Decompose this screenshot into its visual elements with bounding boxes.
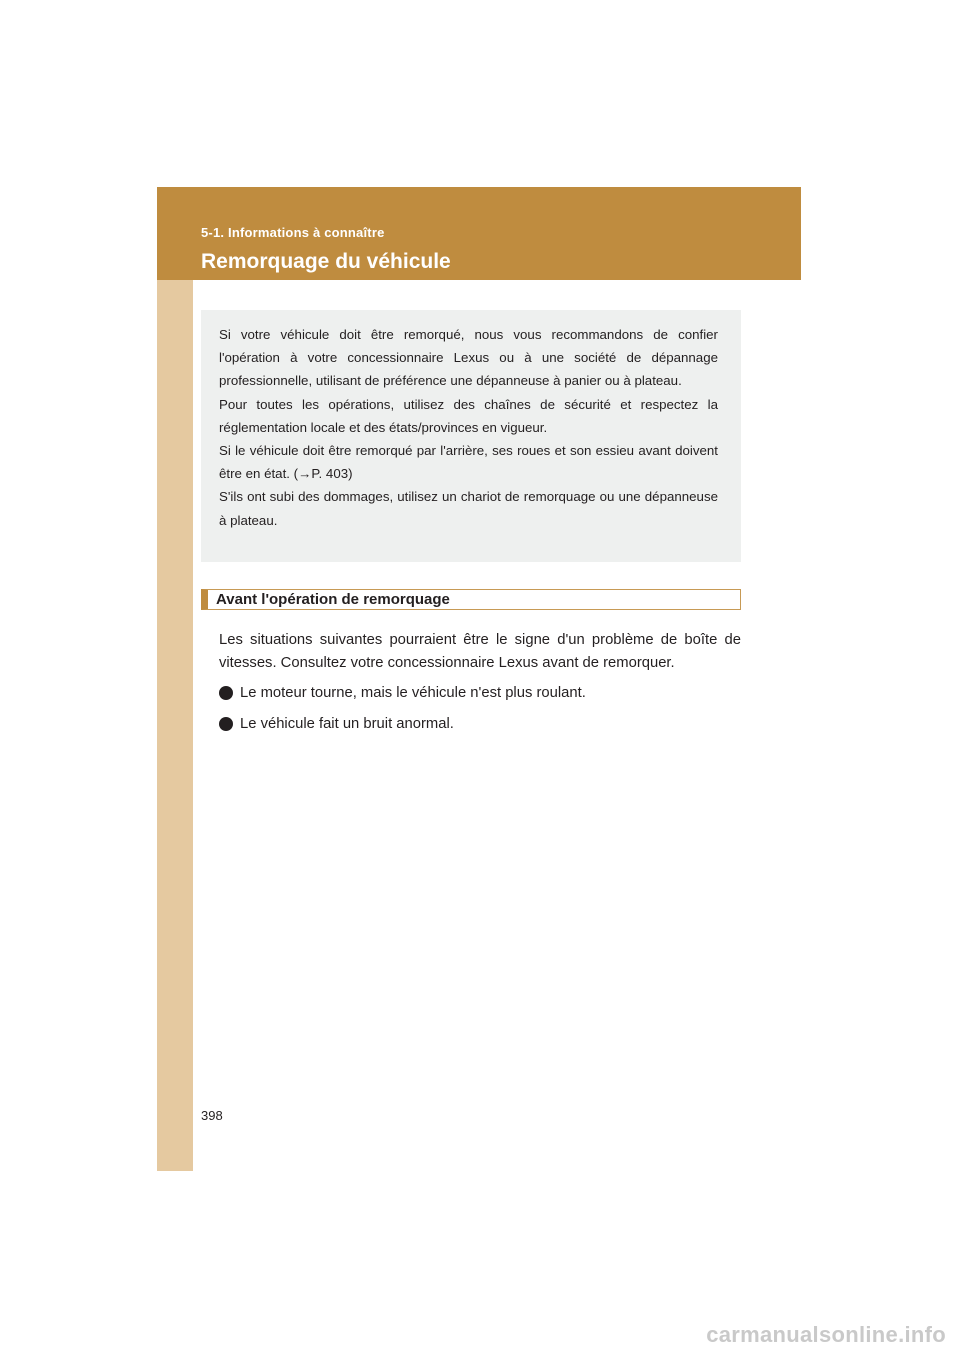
subsection-heading: [201, 589, 741, 610]
watermark: carmanualsonline.info: [706, 1322, 946, 1347]
bullet-icon: [219, 717, 233, 731]
subsection-title: Avant l'opération de remorquage: [216, 591, 450, 608]
info-paragraph: Pour toutes les opérations, utilisez des chaînes de sécurité et respectez la réglementation locale et des états/provinces en vigueur.: [219, 396, 718, 435]
info-paragraph: Si votre véhicule doit être remorqué, nous vous recommandons de confier l'opération à votre concessionnaire Lexus ou à une société de dépannage professionnelle, utilisant de préférence une dépanneuse à panier ou à plateau.: [219, 327, 718, 389]
side-band: [157, 187, 193, 1171]
info-paragraph: Si le véhicule doit être remorqué par l'arrière, ses roues et son essieu avant doivent être en état. (→P. 403): [219, 443, 718, 482]
list-item: [219, 683, 741, 703]
info-box: [201, 310, 741, 562]
list-item-text: Le véhicule fait un bruit anormal.: [240, 716, 454, 732]
intro-paragraph: Les situations suivantes pourraient être le signe d'un problème de boîte de vitesses. Consultez votre concessionnaire Lexus avant de remorquer.: [219, 632, 741, 671]
list-item: [219, 714, 741, 734]
bullet-icon: [219, 686, 233, 700]
page-title: Remorquage du véhicule: [201, 250, 451, 273]
header-band: [157, 187, 801, 280]
section-label: 5-1. Informations à connaître: [201, 225, 385, 240]
list-item-text: Le moteur tourne, mais le véhicule n'est plus roulant.: [240, 685, 586, 701]
info-paragraph: S'ils ont subi des dommages, utilisez un chariot de remorquage ou une dépanneuse à plateau.: [219, 489, 718, 528]
page-number: 398: [201, 1108, 223, 1123]
